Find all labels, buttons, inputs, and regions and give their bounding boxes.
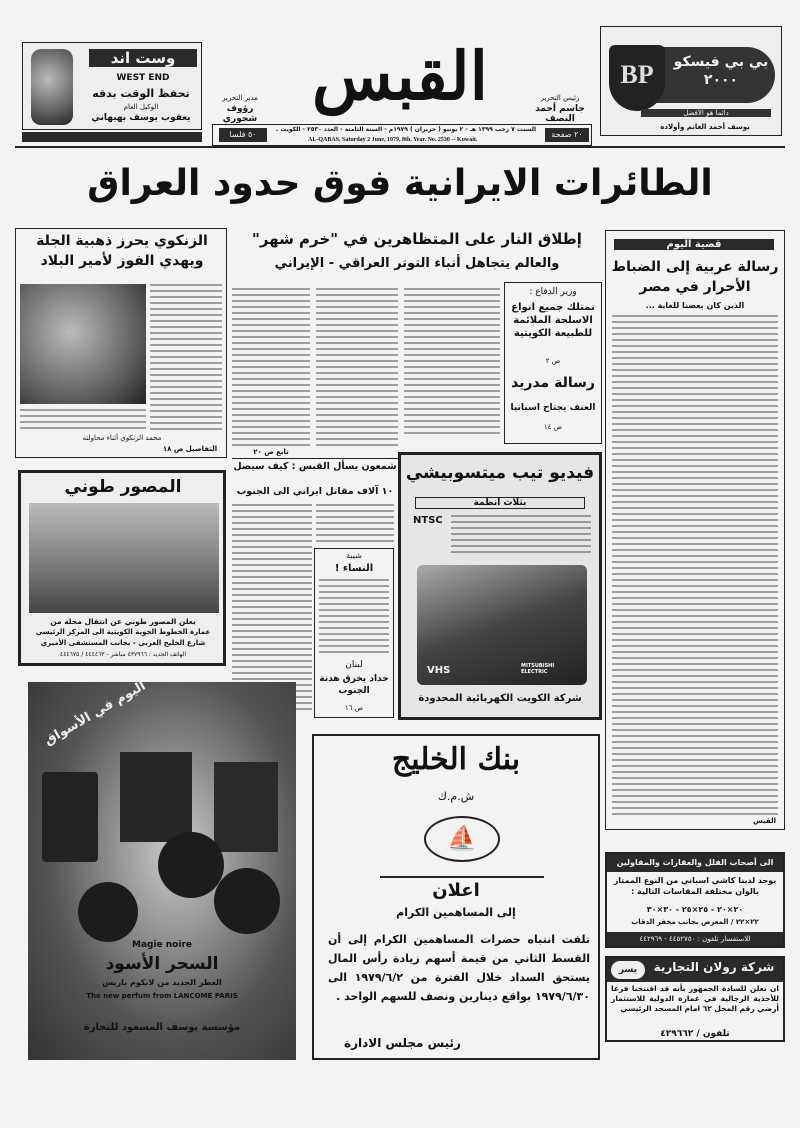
notice-signature: رئيس مجلس الادارة	[344, 1036, 461, 1050]
toni-line-1: يعلن المصور طوني عن انتقال محله من	[50, 617, 196, 626]
lead-body-col-3	[404, 288, 500, 438]
mitsubishi-body	[451, 515, 591, 555]
ceramic-sizes-2: ٢٢×٢٢ / المعرض بجانب مخفر الدقاب	[631, 918, 759, 926]
lead-body-col-1	[232, 288, 310, 448]
issue-signature: القبس	[753, 817, 776, 825]
women-box	[314, 548, 394, 718]
rolan-body: ان تعلن للسادة الجمهور بأنه قد افتتحنا فرعا للأحذية الرجالية في عمارة الدولية للاستثمار أرضي رقم المحل ٦٢ امام المسجد الرئيسي	[611, 984, 779, 1013]
ceramic-title: الى أصحاب الفلل والعقارات والمقاولين	[607, 854, 783, 872]
women-kicker: شيبة	[346, 551, 362, 560]
women-body	[319, 579, 389, 655]
westend-name-en: WEST END	[116, 73, 170, 83]
lead-body-col-2	[316, 288, 398, 448]
issue-label: قضية اليوم	[614, 239, 774, 250]
sports-headline-2: ويهدي الفوز لأمير البلاد	[40, 253, 204, 269]
mitsubishi-logo: MITSUBISHI ELECTRIC	[521, 663, 555, 675]
defense-text: نمتلك جميع انواع الاسلحة الملائمة للطبيعة الكويتية	[511, 302, 595, 339]
issue-subheadline: الذين كان بعضنا للغاية ...	[645, 301, 745, 310]
headline-rule	[15, 146, 785, 148]
sports-body-text-2	[20, 409, 146, 431]
westend-agent-label: الوكيل العام	[123, 103, 159, 111]
sports-page-ref: التفاصيل ص ١٨	[162, 445, 218, 453]
perfume-desc-ar: العطر الجديد من لانكوم باريس	[102, 978, 222, 987]
madrid-title: رسالة مدريد	[511, 375, 595, 391]
athlete-photo	[20, 284, 146, 404]
main-headline: الطائرات الايرانية فوق حدود العراق	[87, 163, 713, 204]
bp-agent: يوسف أحمد الغانم وأولاده	[660, 123, 750, 131]
westend-name-ar: وست اند	[89, 49, 197, 67]
price: ٥٠ فلسا	[219, 128, 267, 142]
editor-in-chief-label: رئيس التحرير	[540, 94, 580, 102]
perfume-agent: مؤسسة يوسف المسعود للتجارة	[83, 1022, 241, 1033]
ceramic-footer: للاستفسار تلفون : ٤٤٥٢٧٥٠ - ٤٤٢٩٦٩	[607, 932, 783, 946]
perfume-bottle	[214, 868, 280, 934]
dhow-logo: ⛵	[424, 816, 500, 862]
perfume-tag: اليوم في الأسواق	[41, 678, 149, 749]
perfume-desc-en: The new perfum from LANCOME PARIS	[86, 992, 238, 1000]
perfume-name-en: Magie noire	[131, 940, 192, 950]
page-count: ٢٠ صفحة	[545, 128, 589, 142]
toni-photo-ad[interactable]	[18, 470, 226, 666]
date-arabic: السبت ٧ رجب ١٣٩٩ هـ - ٢ يونيو ( حزيران ) ١٩٧٩م - السنة الثامنة - العدد ٢٥٣٠ - الكويت .	[275, 126, 537, 133]
westend-footer-bar	[22, 132, 202, 142]
notice-recipient: إلى المساهمين الكرام	[396, 906, 516, 919]
date-bar	[212, 124, 592, 146]
westend-ad[interactable]	[22, 42, 202, 130]
madrid-text: العنف يجتاح اسبانيا	[510, 403, 596, 413]
rolan-title: شركة رولان التجارية	[653, 960, 775, 974]
bank-name: بنك الخليج	[391, 742, 521, 777]
gulf-bank-notice	[312, 734, 600, 1060]
managing-editor: رؤوف شحوري	[222, 104, 258, 124]
bp-shield-logo: BP	[609, 45, 665, 111]
perfume-box	[42, 772, 98, 862]
women-title: النساء !	[334, 563, 374, 574]
rolan-header	[607, 958, 783, 982]
bp-slogan: دائما هو الأفضل	[641, 109, 771, 117]
sports-headline-1: الزنكوي يحرز ذهبية الجلة	[36, 233, 208, 249]
lancome-perfume-ad[interactable]	[28, 678, 296, 1060]
perfume-box	[214, 762, 278, 852]
perfume-bottle	[78, 882, 138, 942]
mitsubishi-video-ad[interactable]	[398, 452, 602, 720]
defense-minister-box	[504, 282, 602, 444]
westend-slogan: تحفظ الوقت بدقه	[92, 87, 190, 100]
vcr-image	[417, 565, 587, 685]
lead-page-ref: تابع ص ٢٠	[253, 448, 289, 456]
chamoun-body-col-2	[316, 504, 394, 544]
toni-phone: الهاتف الجديد : ٤٣٧٩٦٦ مباشر - ٤٤٤٤٦٣ / ٤٤٤٦٧٥	[59, 651, 186, 658]
chamoun-headline-1: شمعون يسأل القبس : كيف سيصل	[233, 461, 397, 472]
chamoun-headline-2: ١٠ آلاف مقاتل ايراني الى الجنوب	[236, 486, 394, 497]
issue-headline: رسالة عربية إلى الضباط الأحرار في مصر	[611, 259, 779, 295]
mitsubishi-agent: شركة الكويت الكهربائية المحدودة	[418, 693, 582, 704]
mitsubishi-subtitle: بثلاث انظمة	[415, 497, 585, 509]
sports-story	[15, 228, 227, 458]
ceramic-tiles-ad[interactable]	[605, 852, 785, 948]
ntsc-label: NTSC	[413, 515, 443, 526]
vhs-logo: VHS	[427, 665, 451, 676]
issue-of-the-day	[605, 230, 785, 830]
masthead-logo: القبس	[312, 37, 488, 115]
lebanon-page-ref: ص ١٦	[344, 704, 364, 712]
perfume-box	[120, 752, 192, 842]
building-photo	[29, 503, 219, 613]
rolan-trading-ad[interactable]	[605, 956, 785, 1042]
sports-photo-caption: محمد الزنكوي أثناء محاولته	[82, 434, 162, 442]
madrid-page-ref: ص ١٤	[543, 423, 563, 431]
notice-title: اعلان	[432, 880, 480, 901]
perfume-name-ar: السحر الأسود	[105, 954, 219, 974]
sports-body-text	[150, 284, 222, 432]
lebanon-kicker: لبنان	[345, 660, 363, 670]
bp-ad[interactable]	[600, 26, 782, 136]
westend-agent: يعقوب يوسف بهبهاني	[91, 113, 191, 123]
bp-product-name: بي بي فيسكو ٢٠٠٠	[673, 54, 769, 88]
divider	[232, 458, 398, 459]
date-english: AL-QABAS, Saturday 2 June, 1979, 8th. Year. No. 2530 -- Kuwait.	[308, 137, 478, 143]
rolan-logo: يسر	[611, 961, 645, 979]
toni-line-2: عمارة الخطوط الجوية الكويتية الى المركز الرئيسي	[35, 628, 211, 636]
managing-editor-label: مدير التحرير	[222, 94, 258, 102]
editor-in-chief: جاسم أحمد النصف	[535, 104, 585, 124]
bank-type: ش.م.ك	[437, 790, 475, 803]
mitsubishi-title: فيديو تيب ميتسوبيشي	[405, 463, 595, 483]
perfume-bottle	[158, 832, 224, 898]
lead-headline-2: والعالم يتجاهل أنباء التوتر العراقي - الإيراني	[274, 256, 560, 271]
issue-body	[612, 315, 778, 815]
toni-title: المصور طوني	[64, 477, 182, 497]
ceramic-body: يوجد لدينا كاشي اسباني من النوع الممتاز بالوان مختلفة المقاسات التالية :	[613, 876, 777, 896]
divider	[380, 876, 544, 878]
defense-page-ref: ص ٢	[545, 357, 561, 365]
lead-headline-1: إطلاق النار على المتظاهرين في "خرم شهر"	[252, 230, 582, 248]
lebanon-title: حداد يخرق هدنة الجنوب	[319, 674, 389, 696]
watch-image	[31, 49, 73, 125]
rolan-phone: تلفون / ٤٢٩٦٦٢	[660, 1029, 730, 1039]
defense-kicker: وزير الدفاع :	[529, 287, 577, 297]
ceramic-sizes: ٢٠×٢٠ - ٢٥×٢٥ - ٣٠×٣٠	[646, 905, 744, 914]
notice-body: تلفت انتباه حضرات المساهمين الكرام إلى أن القسط الثاني من قيمة أسهم زيادة رأس المال يستحق السداد خلال الفترة من ١٩٧٩/٦/٢ الى ١٩٧٩/٦/٣٠ بواقع دينارين ونصف للسهم الواحد .	[328, 933, 590, 1003]
toni-line-3: شارع الخليج العربي - بجانب المستشفى الأميري	[40, 639, 206, 647]
